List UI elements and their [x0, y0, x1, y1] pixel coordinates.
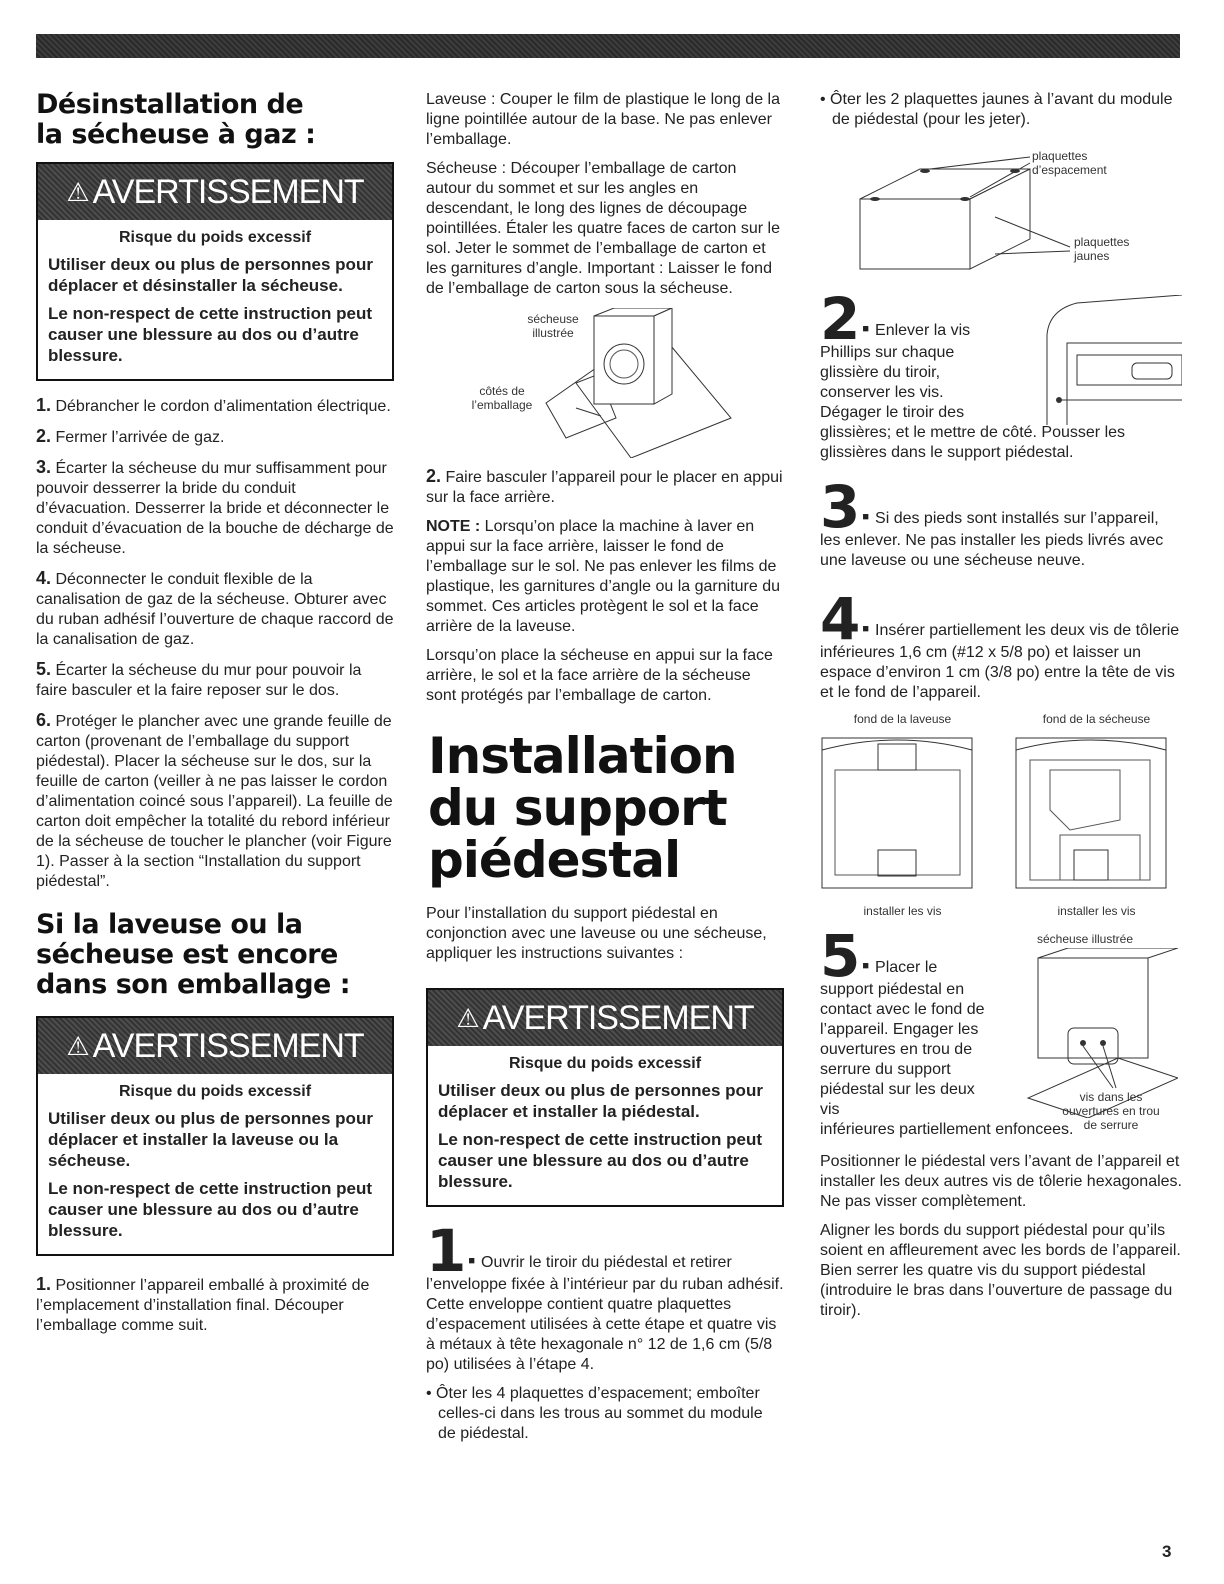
step-2: 2. Fermer l’arrivée de gaz. [36, 426, 225, 446]
warning-injury-text: Le non-respect de cette instruction peut causer une blessure au dos ou d’autre blessure. [438, 1130, 762, 1191]
warning-injury-text: Le non-respect de cette instruction peut causer une blessure au dos ou d’autre blessure. [48, 1179, 372, 1240]
figure-bottoms-drawing [820, 730, 1182, 900]
fig-label-fond-secheuse: fond de la sécheuse [1042, 712, 1151, 726]
step-2-text: 2 ■ Enlever la vis Phillips sur chaque glissière du tiroir, conserver les vis. Dégager le tiroir des [820, 285, 971, 421]
warning-injury-text: Le non-respect de cette instruction peut causer une blessure au dos ou d’autre blessure. [48, 304, 372, 365]
fig-label-plaquettes-espacement: plaquettes d’espacement [1032, 149, 1107, 177]
warning-header: ⚠ AVERTISSEMENT [428, 990, 782, 1046]
figure-pedestal-spacers [820, 139, 1182, 279]
para-intro: Pour l’installation du support piédestal en conjonction avec une laveuse ou une sécheuse, appliquer les instructions suivantes : [426, 905, 767, 962]
fig1-label-cotes: côtés de l’emballage [471, 384, 533, 412]
note: NOTE : Lorsqu’on place la machine à laver en appui sur la face arrière, laisser le fond de l’emballage sur le sol. Ne pas enlever les films de plastique, les garnitures d’angle ou la garniture du sommet. Ces articles protègent le sol et la face arrière de la laveuse. [426, 518, 781, 635]
step-5-block [820, 922, 1182, 1140]
column-1 [36, 90, 394, 1345]
warning-header: ⚠ AVERTISSEMENT [38, 164, 392, 220]
step-2-basculer: 2. Faire basculer l’appareil pour le placer en appui sur la face arrière. [426, 466, 783, 506]
step-4: 4 ■ Insérer partiellement les deux vis de tôlerie inférieures 1,6 cm (#12 x 5/8 po) et laisser un espace d’environ 1 cm (3/8 po) entre la tête de vis et le fond de l’appareil. [820, 585, 1180, 701]
figure-1-drawing [426, 308, 784, 458]
bullet-plaquettes-jaunes: • Ôter les 2 plaquettes jaunes à l’avant du module de piédestal (pour les jeter). [820, 91, 1173, 128]
step-1-tiroir: 1 ■ Ouvrir le tiroir du piédestal et retirer l’enveloppe fixée à l’intérieur par du ruban adhésif. Cette enveloppe contient quatre plaquettes d’espacement utilisées à cette étape et quatre vis à métaux à tête hexagonale n° 12 de 1,6 cm (5/8 po) utilisées à l’étape 4. [426, 1217, 784, 1373]
column-3 [820, 90, 1182, 1330]
fig5-label-vis: vis dans les ouvertures en trou de serrure [1062, 1090, 1160, 1132]
warning-box-2 [36, 1016, 394, 1256]
heading-desinstallation: Désinstallation de la sécheuse à gaz : [36, 89, 316, 150]
para-lorsque: Lorsqu’on place la sécheuse en appui sur la face arrière, le sol et la face arrière de la sécheuse sont protégés par l’emballage de carton. [426, 647, 773, 704]
page-number: 3 [1162, 1542, 1172, 1561]
fig-label-fond-laveuse: fond de la laveuse [853, 712, 952, 726]
warning-title: Risque du poids excessif [118, 1083, 312, 1100]
warning-triangle-icon: ⚠ [456, 1002, 479, 1033]
para-aligner: Aligner les bords du support piédestal pour qu’ils soient en affleurement avec les bords de l’appareil. Bien serrer les quatre vis du support piédestal (introduire le bras dans l’ouverture de passage du tiroir). [820, 1222, 1181, 1319]
top-decorative-bar [36, 34, 1180, 58]
bullet-plaquettes-espacement: • Ôter les 4 plaquettes d’espacement; emboîter celles-ci dans les trous au sommet du module de piédestal. [426, 1385, 763, 1442]
step-1: 1. Débrancher le cordon d’alimentation électrique. [36, 395, 391, 415]
step-5-text: 5 ■ Placer le support piédestal en contact avec le fond de l’appareil. Engager les ouvertures en trou de serrure du support piédestal sur les deux vis [820, 922, 985, 1118]
warning-move-text: Utiliser deux ou plus de personnes pour déplacer et installer la piédestal. [438, 1081, 763, 1121]
warning-move-text: Utiliser deux ou plus de personnes pour déplacer et désinstaller la sécheuse. [48, 255, 373, 295]
warning-triangle-icon: ⚠ [66, 176, 89, 207]
figure-drawer-slide [1037, 295, 1182, 425]
step-6: 6. Protéger le plancher avec une grande feuille de carton (provenant de l’emballage du support piédestal). Placer la sécheuse sur le dos, sur la feuille de carton (veiller à ne pas laisser le cordon d’alimentation coincé sous l’appareil). La feuille de carton doit empêcher la totalité du rebord inférieur de la sécheuse de toucher le plancher (voir Figure 1). Passer à la section “Installation du support piédestal”. [36, 710, 393, 890]
warning-box-1 [36, 162, 394, 381]
warning-title: Risque du poids excessif [118, 229, 312, 246]
step-2-text-cont: glissières; et le mettre de côté. Pousser les glissières dans le support piédestal. [820, 424, 1126, 461]
figure-appliance-bottoms [820, 712, 1182, 920]
heading-emballage: Si la laveuse ou la sécheuse est encore dans son emballage : [36, 909, 351, 1000]
step-2-block [820, 285, 1182, 463]
step-3: 3 ■ Si des pieds sont installés sur l’appareil, les enlever. Ne pas installer les pieds livrés avec une laveuse ou une sécheuse neuve. [820, 473, 1164, 569]
warning-header: ⚠ AVERTISSEMENT [38, 1018, 392, 1074]
para-positionner: Positionner le piédestal vers l’avant de l’appareil et installer les deux autres vis de tôlerie hexagonales. Ne pas visser complètement. [820, 1153, 1182, 1210]
heading-installation: Installation du support piédestal [428, 727, 737, 889]
fig-label-plaquettes-jaunes: plaquettes jaunes [1074, 235, 1130, 263]
para-laveuse: Laveuse : Couper le film de plastique le long de la ligne pointillée autour de la base. Ne pas enlever l’emballage. [426, 91, 780, 148]
para-secheuse: Sécheuse : Découper l’emballage de carton autour du sommet et sur les angles en descendant, le long des lignes de découpage pointillées. Étaler les quatre faces de carton sur le sol. Jeter le sommet de l’emballage de carton et les garnitures d’angle. Important : Laisser le fond de l’emballage de carton sous la sécheuse. [426, 160, 780, 297]
column-2 [426, 90, 784, 1453]
warning-box-3 [426, 988, 784, 1207]
step-5: 5. Écarter la sécheuse du mur pour pouvoir la faire basculer et la faire reposer sur le dos. [36, 659, 362, 699]
figure-1-dryer-on-carton [426, 308, 784, 458]
warning-triangle-icon: ⚠ [66, 1030, 89, 1061]
step-4: 4. Déconnecter le conduit flexible de la canalisation de gaz de la sécheuse. Obturer avec du ruban adhésif l’ouverture de chaque raccord de la canalisation de gaz. [36, 568, 394, 648]
fig-label-installer-vis-2: installer les vis [1057, 904, 1136, 918]
step-pack-1: 1. Positionner l’appareil emballé à proximité de l’emplacement d’installation final. Découper l’emballage comme suit. [36, 1274, 370, 1334]
fig1-label-secheuse: sécheuse illustrée [527, 312, 579, 340]
step-5-text-cont: inférieures partiellement enfoncees. [820, 1121, 1074, 1138]
warning-title: Risque du poids excessif [508, 1055, 702, 1072]
fig-label-installer-vis-1: installer les vis [863, 904, 942, 918]
fig5-label-secheuse: sécheuse illustrée [1036, 932, 1134, 946]
warning-move-text: Utiliser deux ou plus de personnes pour déplacer et installer la laveuse ou la sécheuse. [48, 1109, 373, 1170]
step-3: 3. Écarter la sécheuse du mur suffisamment pour pouvoir desserrer la bride du conduit d’évacuation. Desserrer la bride et déconnecter le conduit d’évacuation de la bouche de décharge de la sécheuse. [36, 457, 394, 557]
